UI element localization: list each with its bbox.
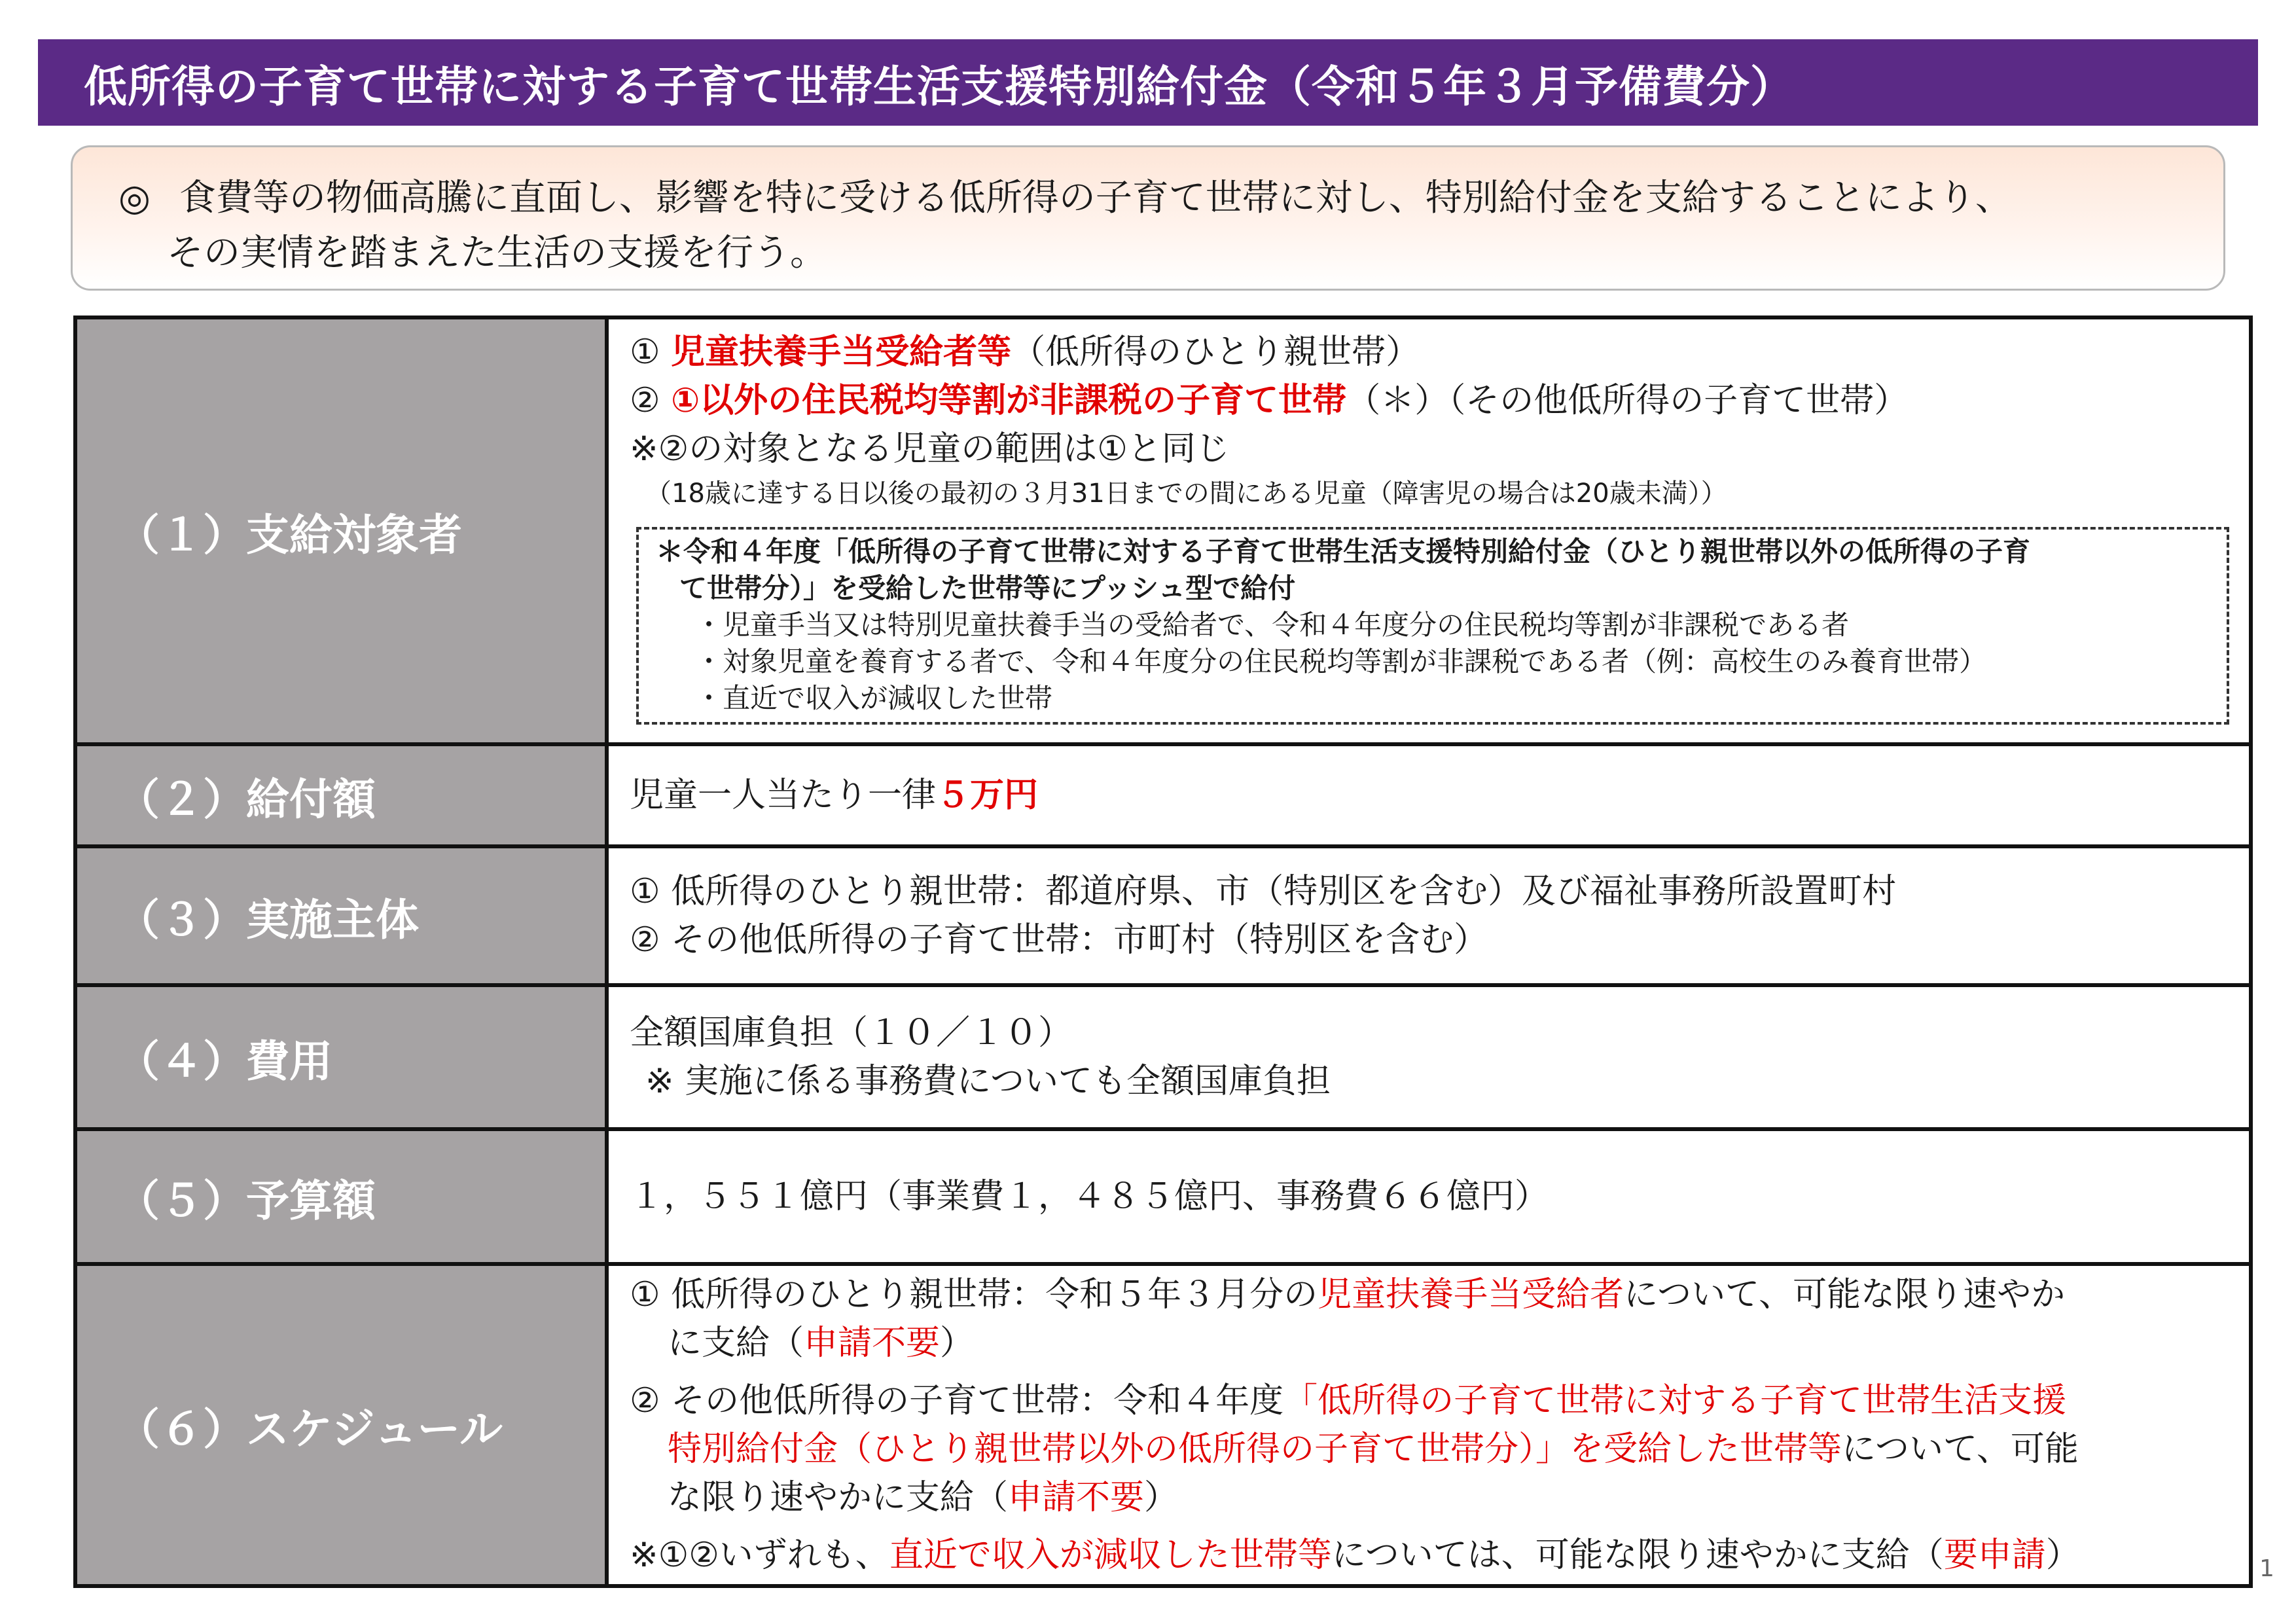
eligibility-item-1: ① 児童扶養手当受給者等（低所得のひとり親世帯） (630, 333, 1420, 372)
table-row-schedule (75, 1264, 2251, 1586)
row-content-schedule: ① 低所得のひとり親世帯：令和５年３月分の児童扶養手当受給者について、可能な限り速やか に支給（申請不要） ② その他低所得の子育て世帯：令和４年度「低所得の子育て世帯に対する子育て世帯生活支援 特別給付金（ひとり親世帯以外の低所得の子育て世帯分）」を受給した世帯等について、可能 な限り速やかに支給（申請不要） ※①②いずれも、直近で収入が減収した世帯等については、可能な限り速やかに支給（要申請） (607, 1264, 2251, 1586)
row-content-eligibility (607, 317, 2251, 744)
double-circle-icon: ◎ (118, 177, 151, 219)
row-content-cost: 全額国庫負担（１０／１０） ※ 実施に係る事務費についても全額国庫負担 (607, 985, 2251, 1129)
note-box-bullet: ・直近で収入が減収した世帯 (695, 682, 1053, 714)
row-label-cost: （４）費用 (75, 985, 607, 1129)
row-label-amount: （２）給付額 (75, 744, 607, 846)
row-content-implementer: ① 低所得のひとり親世帯：都道府県、市（特別区を含む）及び福祉事務所設置町村 ② その他低所得の子育て世帯：市町村（特別区を含む） (607, 846, 2251, 985)
note-box-bullet: ・対象児童を養育する者で、令和４年度分の住民税均等割が非課税である者（例：高校生のみ養育世帯） (695, 645, 1987, 677)
purpose-box (71, 145, 2225, 291)
amount-value: ５万円 (936, 776, 1039, 815)
table-row-implementer (75, 846, 2251, 985)
table-row-budget (75, 1129, 2251, 1264)
table-row-amount (75, 744, 2251, 846)
purpose-line-2: その実情を踏まえた生活の支援を行う。 (167, 232, 827, 274)
summary-table (73, 316, 2253, 1588)
table-row-eligibility (75, 317, 2251, 744)
note-box-bullet: ・児童手当又は特別児童扶養手当の受給者で、令和４年度分の住民税均等割が非課税である者 (695, 609, 1850, 641)
note-box-heading: ＊令和４年度「低所得の子育て世帯に対する子育て世帯生活支援特別給付金（ひとり親世帯以外の低所得の子育 (656, 535, 2031, 568)
eligibility-item-2: ② ①以外の住民税均等割が非課税の子育て世帯（＊）（その他低所得の子育て世帯） (630, 381, 1909, 420)
row-label-schedule: （６）スケジュール (75, 1264, 607, 1586)
table-row-cost (75, 985, 2251, 1129)
row-content-budget: １，５５１億円（事業費１，４８５億円、事務費６６億円） (607, 1129, 2251, 1264)
page-title: 低所得の子育て世帯に対する子育て世帯生活支援特別給付金（令和５年３月予備費分） (38, 39, 2258, 126)
row-label-eligibility: （１）支給対象者 (75, 317, 607, 744)
eligibility-age-note: （18歳に達する日以後の最初の３月31日までの間にある児童（障害児の場合は20歳未満）） (645, 478, 1727, 509)
eligibility-note: ※②の対象となる児童の範囲は①と同じ (630, 429, 1230, 469)
purpose-line-1: ◎ 食費等の物価高騰に直面し、影響を特に受ける低所得の子育て世帯に対し、特別給付金を支給することにより、 (118, 177, 2012, 219)
push-type-note-box (636, 527, 2229, 725)
row-label-implementer: （３）実施主体 (75, 846, 607, 985)
page-number: 1 (2259, 1555, 2274, 1582)
row-content-amount: 児童一人当たり一律５万円 (607, 744, 2251, 846)
note-box-heading-cont: て世帯分）」を受給した世帯等にプッシュ型で給付 (679, 572, 1296, 604)
row-label-budget: （５）予算額 (75, 1129, 607, 1264)
